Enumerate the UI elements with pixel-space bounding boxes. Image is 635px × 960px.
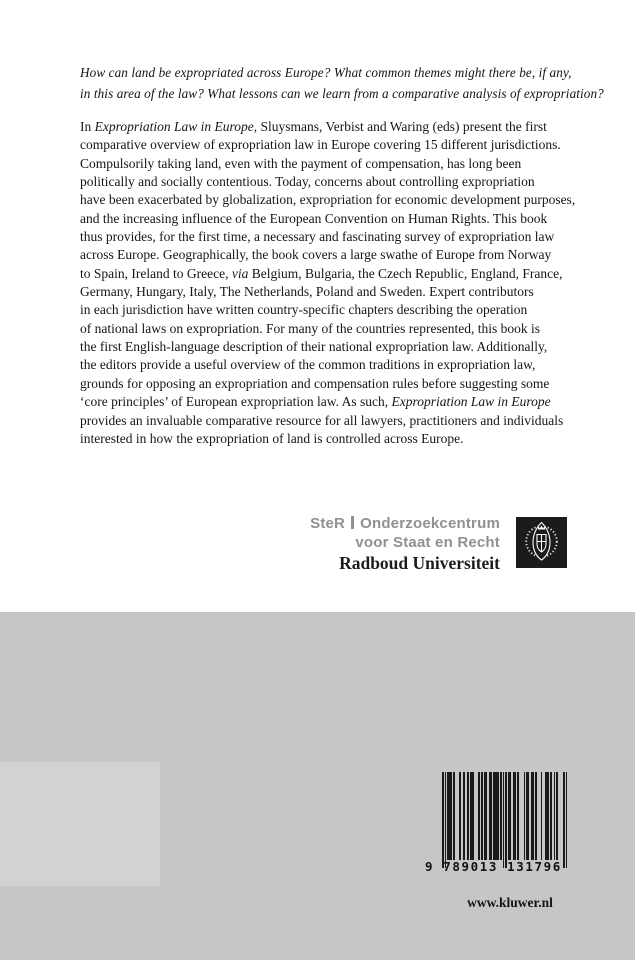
- description-line: across Europe. Geographically, the book covers a large swathe of Europe from Norway: [80, 247, 552, 263]
- radboud-university-name: Radboud Universiteit: [339, 553, 500, 573]
- description-line: Compulsorily taking land, even with the payment of compensation, has long been: [80, 155, 522, 171]
- description-line: the first English-language description of their national expropriation law. Additionally,: [80, 339, 548, 355]
- description-line: have been exacerbated by globalization, expropriation for economic development purposes,: [80, 192, 576, 208]
- barcode-bar: [503, 772, 505, 868]
- description-line: and the increasing influence of the European Convention on Human Rights. This book: [80, 210, 548, 226]
- publisher-website-url: www.kluwer.nl: [467, 895, 553, 910]
- ster-divider: [351, 516, 354, 529]
- barcode-bars: [442, 772, 567, 868]
- description-line: ‘core principles’ of European expropriation law. As such, Expropriation Law in Europe: [80, 394, 551, 410]
- tagline-questions: [80, 63, 604, 104]
- barcode-bar: [528, 772, 530, 860]
- ster-center-name: Onderzoekcentrum: [360, 515, 500, 532]
- radboud-seal-icon: [516, 517, 567, 568]
- description-line: in each jurisdiction have written country-specific chapters describing the operation: [80, 302, 528, 318]
- barcode-panel: [0, 762, 160, 886]
- description-line: thus provides, for the first time, a necessary and fascinating survey of expropriation law: [80, 229, 555, 245]
- barcode-bar: [547, 772, 549, 860]
- description-line: comparative overview of expropriation law in Europe covering 15 different jurisdictions.: [80, 137, 561, 153]
- barcode-bar: [514, 772, 516, 860]
- barcode-bar: [505, 772, 507, 868]
- barcode-bar: [554, 772, 556, 860]
- description-line: grounds for opposing an expropriation and compensation rules before suggesting some: [80, 375, 550, 391]
- barcode-bar: [509, 772, 511, 860]
- barcode-bar: [485, 772, 487, 860]
- book-description: [80, 118, 575, 448]
- barcode-bar: [550, 772, 552, 860]
- barcode-bar: [491, 772, 493, 860]
- barcode-bar: [472, 772, 474, 860]
- ster-short: SteR: [310, 515, 346, 532]
- description-line: the editors provide a useful overview of the common traditions in expropriation law,: [80, 357, 536, 373]
- barcode-bar: [533, 772, 535, 860]
- barcode-bar: [535, 772, 537, 860]
- barcode-bar: [450, 772, 452, 860]
- barcode-bar: [442, 772, 444, 868]
- tagline-line: in this area of the law? What lessons can we learn from a comparative analysis of expropriation?: [80, 85, 604, 101]
- barcode-bar: [467, 772, 469, 860]
- barcode-bar: [541, 772, 543, 860]
- barcode-bar: [517, 772, 519, 860]
- ster-logo-line1: [310, 515, 500, 534]
- publisher-logo-block: [310, 515, 500, 574]
- barcode-bar: [556, 772, 558, 860]
- barcode-bar: [445, 772, 447, 868]
- barcode-bar: [497, 772, 499, 860]
- description-line: interested in how the expropriation of land is controlled across Europe.: [80, 430, 464, 446]
- description-line: politically and socially contentious. Today, concerns about controlling expropriation: [80, 174, 535, 190]
- barcode-bar: [563, 772, 565, 868]
- ster-logo-line2: voor Staat en Recht: [355, 533, 500, 551]
- tagline-line: How can land be expropriated across Europe? What common themes might there be, if any,: [80, 65, 572, 80]
- description-line: Germany, Hungary, Italy, The Netherlands, Poland and Sweden. Expert contributors: [80, 284, 534, 300]
- description-line: to Spain, Ireland to Greece, via Belgium, Bulgaria, the Czech Republic, England, France,: [80, 265, 563, 281]
- barcode-bar: [524, 772, 526, 860]
- description-line: of national laws on expropriation. For many of the countries represented, this book is: [80, 320, 541, 336]
- barcode-bar: [481, 772, 483, 860]
- barcode-bar: [459, 772, 461, 860]
- barcode-isbn-digits: 9 789013 131796: [425, 859, 562, 874]
- barcode-bar: [566, 772, 568, 868]
- barcode-bar: [463, 772, 465, 860]
- description-line: In Expropriation Law in Europe, Sluysmans, Verbist and Waring (eds) present the first: [80, 119, 547, 134]
- barcode-bar: [454, 772, 456, 860]
- description-line: provides an invaluable comparative resource for all lawyers, practitioners and individuals: [80, 412, 564, 428]
- barcode-bar: [500, 772, 502, 860]
- barcode-bar: [479, 772, 481, 860]
